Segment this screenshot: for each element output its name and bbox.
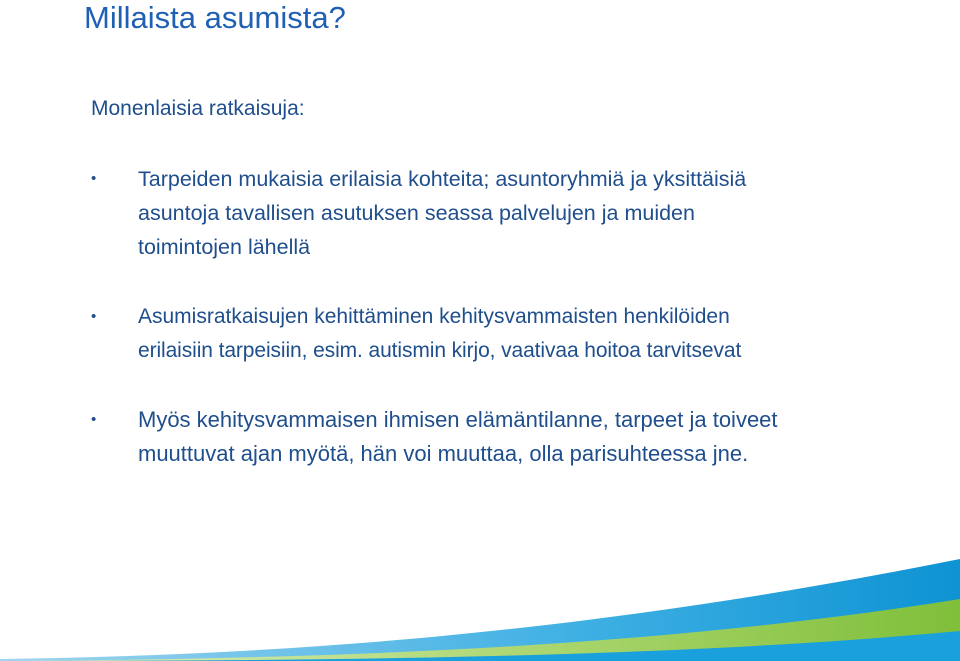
- bullet-line: muuttuvat ajan myötä, hän voi muuttaa, olla parisuhteessa jne.: [138, 441, 749, 466]
- bullet-item-2: [91, 300, 931, 368]
- bullet-text: [138, 162, 931, 264]
- bullet-text: [138, 300, 931, 368]
- bullet-icon: •: [91, 411, 97, 428]
- slide-title: Millaista asumista?: [84, 0, 346, 35]
- bullet-line: Tarpeiden mukaisia erilaisia kohteita; asuntoryhmiä ja yksittäisiä: [138, 167, 747, 191]
- bullet-line: erilaisiin tarpeisiin, esim. autismin kirjo, vaativaa hoitoa tarvitsevat: [138, 339, 742, 362]
- bullet-line: Myös kehitysvammaisen ihmisen elämäntilanne, tarpeet ja toiveet: [138, 407, 778, 432]
- footer-swoosh-decoration: [0, 551, 960, 661]
- bullet-item-1: [91, 162, 931, 264]
- bullet-line: Asumisratkaisujen kehittäminen kehitysvammaisten henkilöiden: [138, 305, 730, 328]
- bullet-text: [138, 403, 931, 471]
- bullet-line: asuntoja tavallisen asutuksen seassa palvelujen ja muiden: [138, 201, 695, 225]
- bullet-item-3: [91, 403, 931, 471]
- bullet-icon: •: [91, 308, 97, 325]
- bullet-icon: •: [91, 170, 97, 187]
- bullet-line: toimintojen lähellä: [138, 235, 311, 259]
- slide-subtitle: Monenlaisia ratkaisuja:: [91, 97, 305, 120]
